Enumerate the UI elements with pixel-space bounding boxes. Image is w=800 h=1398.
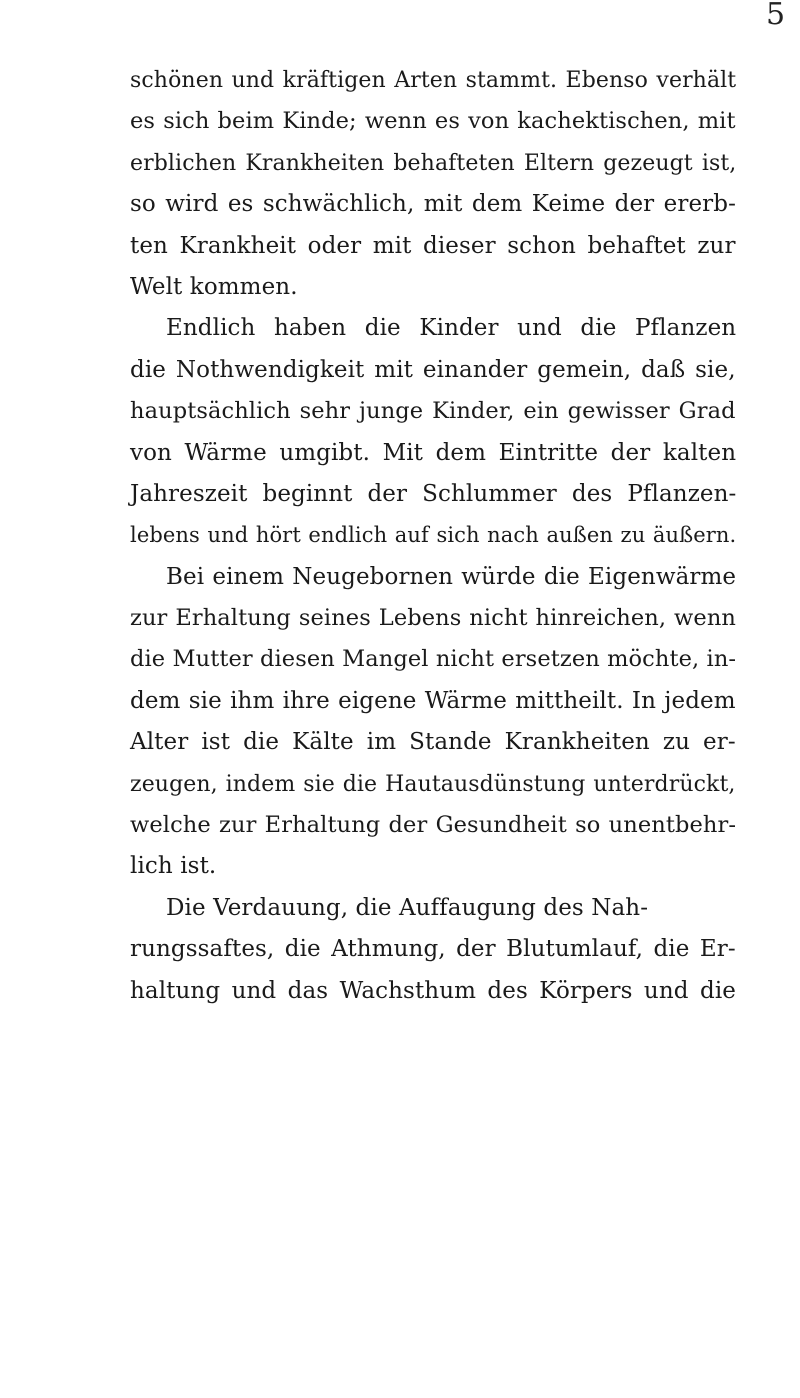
text-line: so wird es schwächlich, mit dem Keime der ererb- [130,191,736,218]
text-line: ten Krankheit oder mit dieser schon behaftet zur [130,232,736,259]
text-line: Welt kommen. [130,273,298,300]
text-line: die Nothwendigkeit mit einander gemein, daß sie, [130,356,736,383]
text-line: rungssaftes, die Athmung, der Blutumlauf, die Er- [130,936,736,963]
text-line: lich ist. [130,853,217,880]
text-line: hauptsächlich sehr junge Kinder, ein gewisser Grad [130,398,736,425]
page-number: 5 [766,0,786,32]
text-line: Die Verdauung, die Auffaugung des Nah- [166,894,649,921]
text-line: von Wärme umgibt. Mit dem Eintritte der kalten [130,439,737,466]
text-line: Bei einem Neugebornen würde die Eigenwärme [166,563,737,590]
text-line: Endlich haben die Kinder und die Pflanzen [166,315,737,342]
body-text [130,60,737,1012]
text-line: zeugen, indem sie die Hautausdünstung unterdrückt, [130,771,736,797]
text-line: dem sie ihm ihre eigene Wärme mittheilt. In jedem [130,687,736,714]
text-line: erblichen Krankheiten behafteten Eltern gezeugt ist, [130,150,737,176]
text-line: welche zur Erhaltung der Gesundheit so unentbehr- [130,812,737,839]
text-line: es sich beim Kinde; wenn es von kachektischen, mit [130,108,736,135]
text-line: zur Erhaltung seines Lebens nicht hinreichen, wenn [130,605,737,632]
text-line: lebens und hört endlich auf sich nach außen zu äußern. [130,523,737,548]
text-line: Alter ist die Kälte im Stande Krankheiten zu er- [130,729,736,756]
text-line: schönen und kräftigen Arten stammt. Ebenso verhält [130,68,737,93]
text-line: haltung und das Wachsthum des Körpers und die [130,977,736,1004]
text-line: Jahreszeit beginnt der Schlummer des Pflanzen- [130,480,737,507]
text-line: die Mutter diesen Mangel nicht ersetzen möchte, in- [130,646,737,673]
